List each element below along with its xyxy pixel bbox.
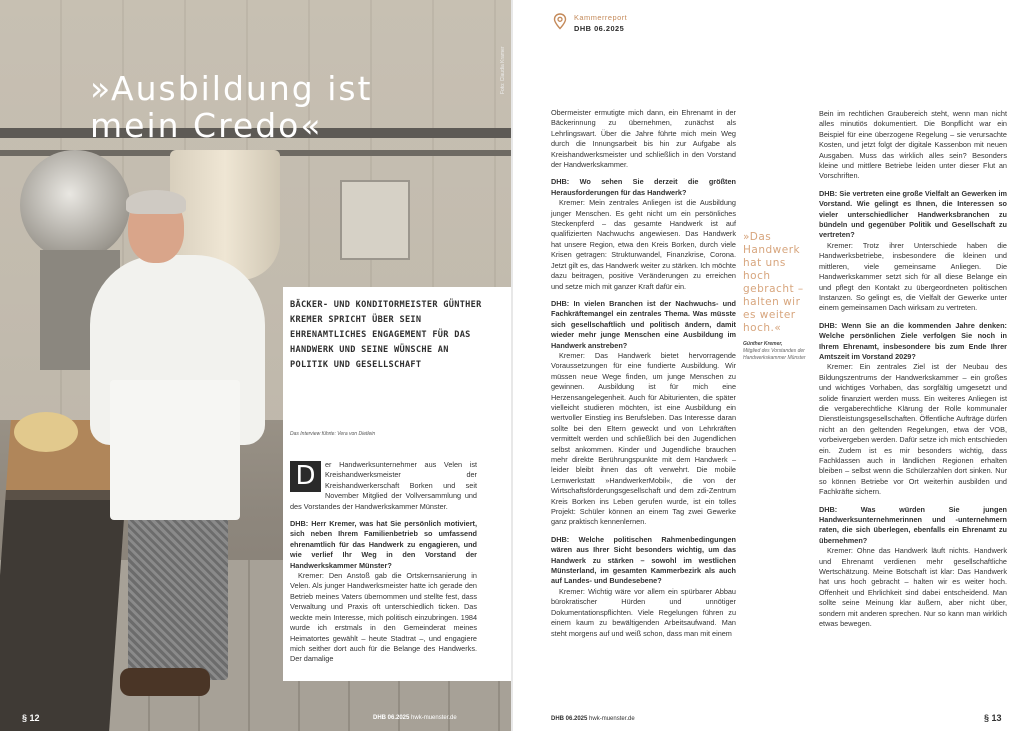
question: DHB: Wenn Sie an die kommenden Jahre denken: Welche persönlichen Ziele verfolgen Sie noch in Ihrem Ehrenamt, insbesondere bis zum Ende Ihrer Amtszeit im Vorstand 2029?: [819, 320, 1007, 361]
page-number-right: [984, 713, 1002, 723]
footer-magazine-left: [373, 715, 457, 721]
section-kicker: Kammerreport: [574, 13, 628, 22]
photo-baker-apron: [110, 380, 240, 520]
answer: Kremer: Das Handwerk bietet hervorragende Voraussetzungen für eine fundierte Ausbildung. Wir müssen neue Wege finden, um junge Menschen zu gewinnen. Ausbildung ist für mich eine Herzensangelegenheit. Auch für Abiturienten, die später vielleicht studieren möchten, ist eine Ausbildung ein wertvoller Einstieg ins Berufsleben. Das Interesse daran sollte bei den Eltern geweckt und von Lehrkräften vermittelt werden und schließlich bei den Jugendlichen selbst ankommen. Kinder und Jugendliche brauchen mehr direkte Berührungspunkte mit dem Handwerk – leider bleibt ihnen das oft verwehrt. Die mobile Lernwerkstatt »HandwerkerMobil«, die von der Wirtschaftsförderungsgesellschaft und dem zdi-Zentrum Kreis Borken ins Leben gerufen wurde, ist ein tolles Projekt: Schüler können an einem Tag zwei Gewerke ganz praktisch kennenlernen.: [551, 350, 736, 527]
headline: [90, 70, 490, 144]
website: hwk-muenster.de: [411, 715, 457, 721]
answer: Kremer: Den Anstoß gab die Ortskernsanierung in Velen. Als junger Handwerksmeister hatte ich gerade den Betrieb meines Vaters übernommen und stellte fest, dass Verwaltung und Praxis oft unterschiedlich ticken. Das weckte mein Interesse, mich politisch einzubringen. 1984 wurde ich erstmals in den Gemeinderat meines Heimatortes gewählt – heute Stadtrat –, und engagiere mich seither dort auch für die Belange des Handwerks. Der damalige: [290, 571, 477, 664]
question: DHB: Herr Kremer, was hat Sie persönlich motiviert, sich neben Ihrem Familienbetrieb so umfassend ehrenamtlich für das Handwerk zu engagieren, und wie verlief Ihr Weg in den Vorstand der Handwerkskammer Münster?: [290, 519, 477, 570]
article-column-2: [551, 108, 736, 639]
photo-baker-hair: [126, 190, 186, 214]
pull-quote-role: Mitglied des Vorstandes der Handwerkskammer Münster: [743, 348, 806, 361]
question: DHB: Wo sehen Sie derzeit die größten Herausforderungen für das Handwerk?: [551, 177, 736, 197]
lead-text: BÄCKER- UND KONDITORMEISTER GÜNTHER KREMER SPRICHT ÜBER SEIN EHRENAMTLICHES ENGAGEMENT FÜR DAS HANDWERK UND SEINE WÜNSCHE AN POLITIK UND GESELLSCHAFT: [290, 300, 482, 370]
intro-paragraph: [290, 460, 477, 512]
page-gutter: [511, 0, 513, 731]
location-pin-icon: [553, 13, 567, 30]
magazine-issue: DHB 06.2025: [373, 715, 410, 721]
question: DHB: Sie vertreten eine große Vielfalt an Gewerken im Vorstand. Wie gelingt es Ihnen, die Interessen so vieler unterschiedlicher Handwerksbranchen zu bündeln und gegenüber Politik und Gesellschaft zu vertreten?: [819, 188, 1007, 240]
photo-dough: [14, 412, 78, 452]
answer-continued: Obermeister ermutigte mich dann, ein Ehrenamt in der Bäckerinnung zu übernehmen, zunächst als Lehrlingswart. Über die Jahre führte mich mein Weg durch die Innungsarbeit bis hin zur Aufgabe als Kreishandwerksmeister und schließlich in den Vorstand der Handwerkskammer.: [551, 108, 736, 170]
footer-magazine-right: [551, 716, 635, 722]
byline-prefix: Das Interview führte:: [290, 431, 338, 437]
page-number-left: [22, 713, 40, 723]
question: DHB: In vielen Branchen ist der Nachwuchs- und Fachkräftemangel ein zentrales Thema. Was müsste sich gesellschaftlich und politisch ändern, damit wieder mehr junge Menschen eine Ausbildung im Handwerk anstreben?: [551, 298, 736, 350]
page-number-value: 13: [991, 713, 1002, 723]
issue-label: DHB 06.2025: [574, 24, 625, 33]
pull-quote: »Das Handwerk hat uns hoch gebracht – halten wir es weiter hoch.«: [743, 231, 804, 334]
section-sign-icon: §: [984, 713, 992, 723]
byline-author: Vera von Dietlein: [337, 431, 376, 437]
photo-baker-shoes: [120, 668, 210, 696]
article-column-left: [290, 460, 477, 665]
answer: Kremer: Mein zentrales Anliegen ist die Ausbildung junger Menschen. Es geht nicht um ein persönliches Steckenpferd – das gesamte Handwerk ist auf qualifizierten Nachwuchs angewiesen. Das Handwerk hat unsere Region, etwa den Kreis Borken, durch viele Krisen getragen: Strukturwandel, Finanzkrise, Corona. Jetzt gilt es, das Handwerk weiter zu stärken. Ich möchte dazu beitragen, positive Veränderungen zu erreichen und setze mich mit ganzer Kraft dafür ein.: [551, 198, 736, 291]
photo-baker-trousers: [128, 510, 228, 680]
question: DHB: Was würden Sie jungen Handwerksunternehmerinnen und -unternehmern raten, die sich überlegen, ebenfalls ein Ehrenamt zu übernehmen?: [819, 504, 1007, 545]
answer: Kremer: Wichtig wäre vor allem ein spürbarer Abbau bürokratischer Hürden und unnötiger Dokumentationspflichten. Viele Regelungen führen zu einem kaum zu bewältigenden Arbeitsaufwand. Man steht morgens auf und weiß schon, dass man mit einem: [551, 586, 736, 638]
answer: Kremer: Ohne das Handwerk läuft nichts. Handwerk und Ehrenamt verdienen mehr gesellschaftliche Wertschätzung. Meine Botschaft ist klar: Das Handwerk hat uns hoch gebracht – halten wir es weiter hoch. Offenheit und Ehrlichkeit sind dabei entscheidend. Man sollte seine Meinung klar äußern, aber nicht über, sondern mit anderen sprechen. Nur so kann man wirklich etwas bewegen.: [819, 546, 1007, 629]
photo-control-cabinet: [340, 180, 410, 260]
intro-text: er Handwerksunternehmer aus Velen ist Kreishandwerksmeister der Kreishandwerkerschaft Borken und seit November Mitglied der Vollversammlung und des Vorstandes der Handwerkskammer Münster.: [290, 460, 477, 511]
website: hwk-muenster.de: [589, 716, 635, 722]
pull-quote-author: Günther Kremer,: [743, 341, 783, 347]
article-column-3: [819, 109, 1007, 630]
headline-line-1: »Ausbildung ist: [90, 69, 373, 108]
page-number-value: 12: [29, 713, 40, 723]
question: DHB: Welche politischen Rahmenbedingungen wären aus Ihrer Sicht besonders wichtig, um das Handwerk zu stärken – sowohl im westlichen Münsterland, im gesamten Kammerbezirk als auch auf Landes- und Bundesebene?: [551, 534, 736, 586]
drop-cap: D: [290, 461, 321, 492]
headline-line-2: mein Credo«: [90, 106, 323, 145]
byline: [290, 431, 500, 437]
magazine-issue: DHB 06.2025: [551, 716, 588, 722]
answer: Kremer: Trotz ihrer Unterschiede haben die Handwerksbetriebe, insbesondere die kleinen und mittleren, viele gemeinsame Anliegen. Die Handwerkskammer setzt sich für all diese Belange ein und pflegt den Kontakt zu übergeordneten politischen Instanzen. So gelingt es, die Vielfalt der Gewerke unter einem gemeinsamen Dach wirksam zu vertreten.: [819, 240, 1007, 313]
answer-continued: Bein im rechtlichen Graubereich steht, wenn man nicht alles minutiös dokumentiert. Die Bonpflicht war ein Beispiel für eine überzogene Regelung – sie verursachte Kosten, und jetzt folgt der digitale Kassenbon mit neuen Ausgaben. Muss das wirklich alles sein? Besonders kleine und mittlere Betriebe leiden unter dieser Flut an Vorschriften.: [819, 109, 1007, 181]
answer: Kremer: Ein zentrales Ziel ist der Neubau des Bildungszentrums der Handwerkskammer – ein großes und wichtiges Vorhaben, das sorgfältig umgesetzt und solide finanziert werden muss. Ein weiteres Anliegen ist die vergaberechtliche Klärung der Rolle kommunaler Dienstleistungsgesellschaften. Öffentliche Aufträge dürfen nicht an den geltenden Regelungen, etwa der VOB, vorbeivergeben werden. Dafür setze ich mich entschieden ein. Zudem ist es mir besonders wichtig, dass Fachklassen auch in ländlichen Regionen erhalten bleiben – selbst wenn die Schülerzahlen dort sinken. Nur so können Betriebe vor Ort weiterhin ausbilden und Fachkräfte sichern.: [819, 362, 1007, 497]
photo-credit: Foto: Claudia Kramer: [500, 46, 506, 94]
photo-dough-mixer: [20, 150, 130, 260]
section-sign-icon: §: [22, 713, 30, 723]
